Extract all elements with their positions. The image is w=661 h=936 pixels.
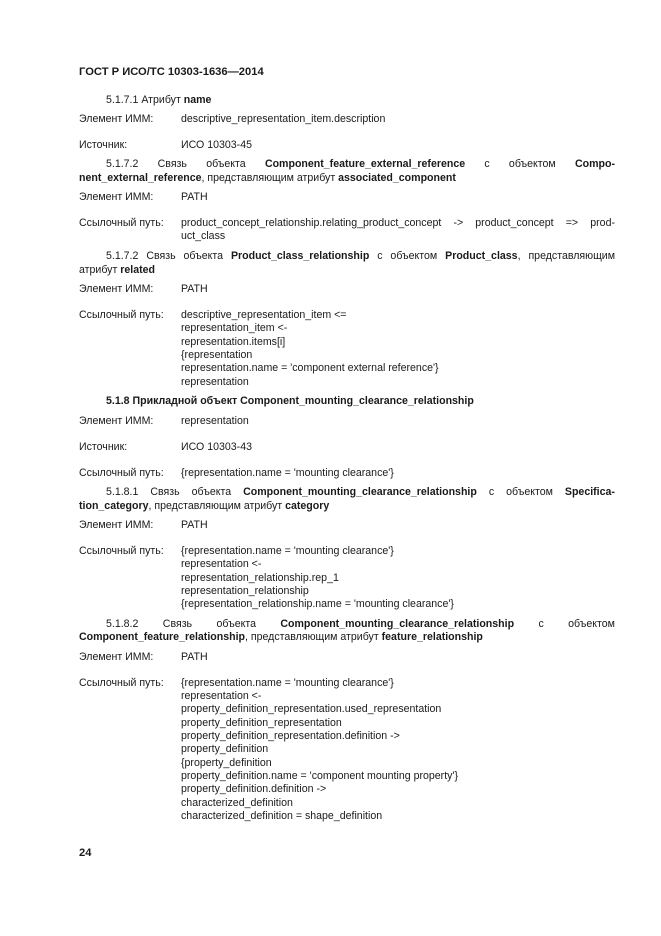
heading-text: , представляющим атрибут [245,631,382,643]
ref-path-line: representation <- [181,558,262,570]
entity-name: Component_mounting_clearance_relationship [280,618,515,630]
ref-path-label: Ссылочный путь: [79,467,164,479]
ref-path-line: {representation.name = 'mounting clearance'} [181,677,394,689]
ref-path-line: representation_item <- [181,322,288,334]
heading-word: Связь [162,618,193,630]
entity-name: Product_class [445,250,518,262]
section-5-1-8-2-line2 [79,631,483,644]
aim-element-label: Элемент ИММ: [79,651,154,663]
heading-word: объектом [568,618,615,630]
entity-name: Component_feature_relationship [79,631,245,643]
attribute-name: name [183,94,212,106]
aim-element-label: Элемент ИММ: [79,113,154,125]
source-value: ИСО 10303-43 [181,441,252,453]
heading-word: Связь [157,158,187,170]
aim-element-value: PATH [181,519,208,531]
source-value: ИСО 10303-45 [181,139,252,151]
ref-path-line: representation <- [181,690,262,702]
ref-path-line: property_definition.name = 'component mounting property'} [181,770,459,782]
ref-path-label: Ссылочный путь: [79,677,164,689]
entity-name: Component_mounting_clearance_relationship [243,486,477,498]
ref-path-line: uct_class [181,230,226,242]
ref-path-line: representation_relationship.rep_1 [181,572,339,584]
section-5-1-8-2-line1 [106,618,615,631]
ref-path-line: {representation_relationship.name = 'mounting clearance'} [181,598,454,610]
ref-path-line: descriptive_representation_item <= [181,309,347,321]
ref-path-line: property_definition.definition -> [181,783,327,795]
heading-word: с [488,486,495,498]
ref-path-line: {representation.name = 'mounting clearance'} [181,545,394,557]
heading-text: , представляющим атрибут [148,500,286,512]
source-label: Источник: [79,441,128,453]
entity-name: Compo- [574,158,615,170]
entity-name: Product_class_relationship [230,250,370,262]
document-header: ГОСТ Р ИСО/ТС 10303-1636—2014 [79,66,264,78]
source-label: Источник: [79,139,128,151]
section-5-1-8-1-line2 [79,500,329,513]
aim-element-value: PATH [181,283,208,295]
attribute-name: associated_component [338,172,456,184]
section-5-1-7-1-heading [106,94,211,107]
aim-element-label: Элемент ИММ: [79,191,154,203]
attribute-name: related [120,264,155,276]
page-number: 24 [79,847,92,859]
ref-path-line: property_definition [181,743,269,755]
heading-word: объекта [191,486,232,498]
heading-word: объектом [508,158,556,170]
ref-path-line: property_definition_representation [181,717,342,729]
section-5-1-7-2a-line1 [106,158,615,171]
entity-name: Component_feature_external_reference [264,158,466,170]
aim-element-label: Элемент ИММ: [79,519,154,531]
aim-element-value: PATH [181,191,208,203]
section-5-1-8-heading: 5.1.8 Прикладной объект Component_mounting_clearance_relationship [106,395,474,407]
heading-word: объекта [216,618,256,630]
ref-path-line: representation [181,376,249,388]
attribute-name: category [285,500,330,512]
aim-element-label: Элемент ИММ: [79,283,154,295]
section-number: 5.1.7.2 [106,158,139,170]
ref-path-line: characterized_definition [181,797,293,809]
heading-text: атрибут [79,264,121,276]
attribute-name: feature_relationship [381,631,483,643]
heading-word: объектом [506,486,553,498]
ref-path-line: property_definition_representation.used_representation [181,703,442,715]
section-5-1-7-2b-line1 [106,250,615,263]
ref-path-line: {property_definition [181,757,272,769]
ref-path-line: property_definition_representation.definition -> [181,730,400,742]
heading-text: , представляющим [517,250,615,262]
ref-path-label: Ссылочный путь: [79,309,164,321]
section-number: 5.1.8.2 [106,618,139,630]
ref-path-line: {representation.name = 'mounting clearance'} [181,467,394,479]
aim-element-value: descriptive_representation_item.description [181,113,386,125]
heading-word: с [538,618,544,630]
ref-path-label: Ссылочный путь: [79,217,164,229]
entity-name: nent_external_reference [79,172,202,184]
heading-text: 5.1.7.2 Связь объекта [106,250,231,262]
entity-name: tion_category [79,500,149,512]
aim-element-value: PATH [181,651,208,663]
section-number: 5.1.8.1 [106,486,139,498]
heading-word: Связь [150,486,180,498]
ref-path-line: characterized_definition = shape_definition [181,810,383,822]
heading-text: с объектом [369,250,446,262]
section-5-1-7-2a-line2 [79,172,456,185]
aim-element-value: representation [181,415,249,427]
section-5-1-7-2b-line2 [79,264,155,277]
entity-name: Specifica- [564,486,615,498]
heading-word: с [484,158,490,170]
heading-text: , представляющим атрибут [201,172,339,184]
ref-path-line: representation.name = 'component external reference'} [181,362,439,374]
section-5-1-8-1-line1 [106,486,615,499]
heading-text: 5.1.7.1 Атрибут [106,94,184,106]
ref-path-line: {representation [181,349,253,361]
ref-path-label: Ссылочный путь: [79,545,164,557]
heading-word: объекта [206,158,246,170]
ref-path-line: representation.items[i] [181,336,286,348]
ref-path-line: product_concept_relationship.relating_product_concept -> product_concept => prod- [181,217,615,229]
aim-element-label: Элемент ИММ: [79,415,154,427]
ref-path-line: representation_relationship [181,585,309,597]
